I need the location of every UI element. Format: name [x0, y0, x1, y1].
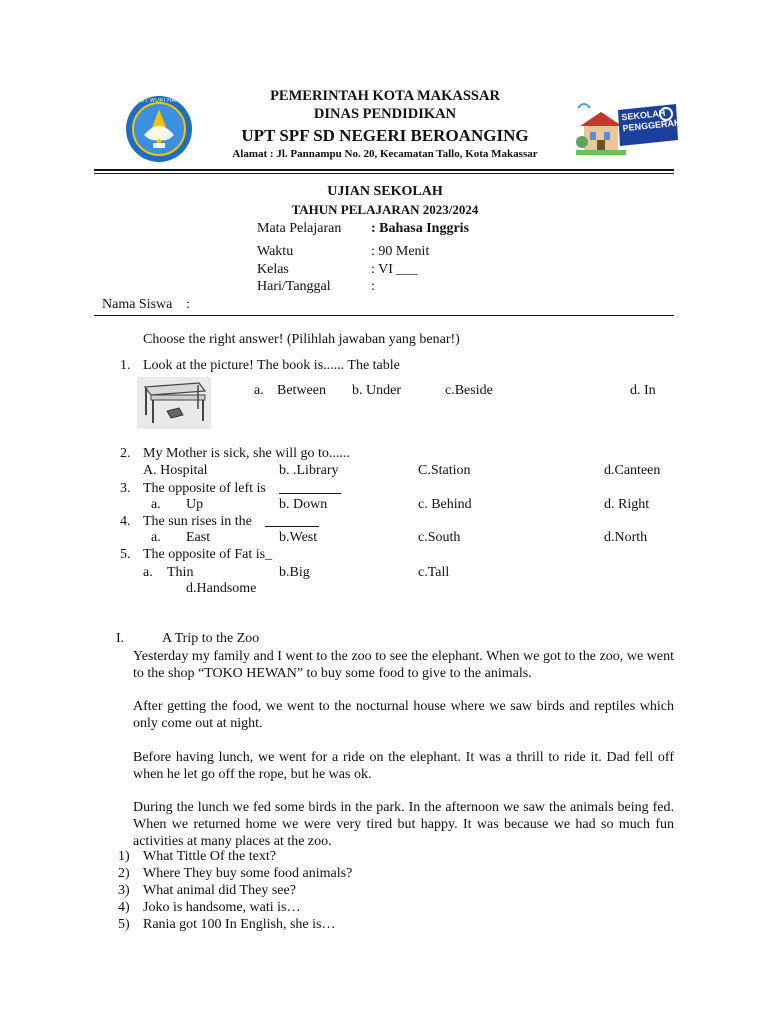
question-text: What animal did They see? [143, 883, 296, 898]
option-d: d.North [604, 530, 648, 545]
field-value-subject: : Bahasa Inggris [371, 221, 470, 236]
question-text: The sun rises in the [143, 514, 252, 529]
option-a: East [186, 530, 211, 545]
field-label-class: Kelas [257, 262, 289, 277]
question-number: 3. [120, 481, 131, 496]
option-b: b. Under [352, 383, 401, 398]
reading-title: A Trip to the Zoo [162, 631, 260, 646]
question-text: Where They buy some food animals? [143, 866, 353, 881]
department-name: DINAS PENDIDIKAN [313, 106, 457, 122]
option-d: d.Canteen [604, 463, 661, 478]
school-name: UPT SPF SD NEGERI BEROANGING [241, 126, 529, 145]
instructions: Choose the right answer! (Pilihlah jawaban yang benar!) [143, 332, 460, 347]
field-value-class: : VI ___ [371, 262, 418, 277]
question-text: The opposite of Fat is_ [143, 547, 273, 562]
answer-blank[interactable] [265, 514, 319, 527]
option-b: b.West [279, 530, 318, 545]
school-address: Alamat : Jl. Pannampu No. 20, Kecamatan Tallo, Kota Makassar [232, 148, 538, 160]
field-value-date: : [371, 279, 375, 294]
question-number: 4. [120, 514, 131, 529]
option-a-letter: a. [143, 565, 153, 580]
answer-blank[interactable] [279, 481, 341, 494]
option-a: Thin [167, 565, 194, 580]
section-number: I. [116, 631, 125, 646]
exam-title: UJIAN SEKOLAH [327, 184, 443, 199]
option-b: b. .Library [279, 463, 339, 478]
reading-paragraph-2: After getting the food, we went to the nocturnal house where we saw birds and reptiles which only come out at night. [133, 699, 674, 731]
question-text: Joko is handsome, wati is… [143, 900, 301, 915]
question-number: 1. [120, 358, 131, 373]
question-number: 5. [120, 547, 131, 562]
question-text: Look at the picture! The book is...... The table [143, 358, 400, 373]
option-c: c.Tall [418, 565, 450, 580]
option-c: c.South [418, 530, 461, 545]
question-number: 2. [120, 446, 131, 461]
government-name: PEMERINTAH KOTA MAKASSAR [270, 88, 500, 104]
question-text: The opposite of left is [143, 481, 266, 496]
reading-paragraph-4: During the lunch we fed some birds in the park. In the afternoon we saw the animals being fed. When we returned home we were very tired but happy. It was because we had so much fun activities at many places at the zoo. [133, 800, 674, 849]
option-a-letter: a. [151, 530, 161, 545]
field-label-time: Waktu [257, 244, 294, 259]
option-a: Up [186, 497, 204, 512]
question-number: 3) [118, 883, 130, 898]
reading-paragraph-1: Yesterday my family and I went to the zoo to see the elephant. When we got to the zoo, we went to the shop “TOKO HEWAN” to buy some food to give to the animals. [133, 649, 674, 681]
option-d: d.Handsome [186, 581, 257, 596]
question-number: 4) [118, 900, 130, 915]
tut-wuri-handayani-motto: TUT WURI HANDAYANI [137, 98, 201, 104]
header-rule-thin [94, 173, 674, 174]
reading-paragraph-3: Before having lunch, we went for a ride on the elephant. It was a thrill to ride it. Dad fell off when he let go off the rope, but he was ok. [133, 750, 674, 782]
option-a: A. Hospital [143, 463, 208, 478]
question-number: 5) [118, 917, 130, 932]
header-rule-thick [94, 169, 674, 171]
field-label-subject: Mata Pelajaran [257, 221, 342, 236]
field-value-time: : 90 Menit [371, 244, 430, 259]
option-b: b.Big [279, 565, 310, 580]
option-a-letter: a. [151, 497, 161, 512]
sekolah-penggerak-label: SEKOLAH PENGGERAK [620, 107, 681, 134]
option-d: d. Right [604, 497, 650, 512]
student-rule [94, 315, 674, 316]
option-a-letter: a. [254, 383, 264, 398]
question-text: What Tittle Of the text? [143, 849, 276, 864]
question-text: Rania got 100 In English, she is… [143, 917, 336, 932]
student-name-label: Nama Siswa [102, 297, 173, 312]
option-c: c. Behind [418, 497, 472, 512]
table-with-book-picture [137, 377, 211, 429]
question-number: 2) [118, 866, 130, 881]
student-name-colon: : [186, 297, 190, 312]
question-number: 1) [118, 849, 130, 864]
option-c: c.Beside [445, 383, 493, 398]
tut-wuri-handayani-logo [122, 95, 196, 163]
question-text: My Mother is sick, she will go to...... [143, 446, 350, 461]
option-b: b. Down [279, 497, 328, 512]
option-a: Between [277, 383, 326, 398]
field-label-date: Hari/Tanggal [257, 279, 331, 294]
exam-year: TAHUN PELAJARAN 2023/2024 [291, 202, 479, 217]
option-c: C.Station [418, 463, 471, 478]
option-d: d. In [630, 383, 656, 398]
